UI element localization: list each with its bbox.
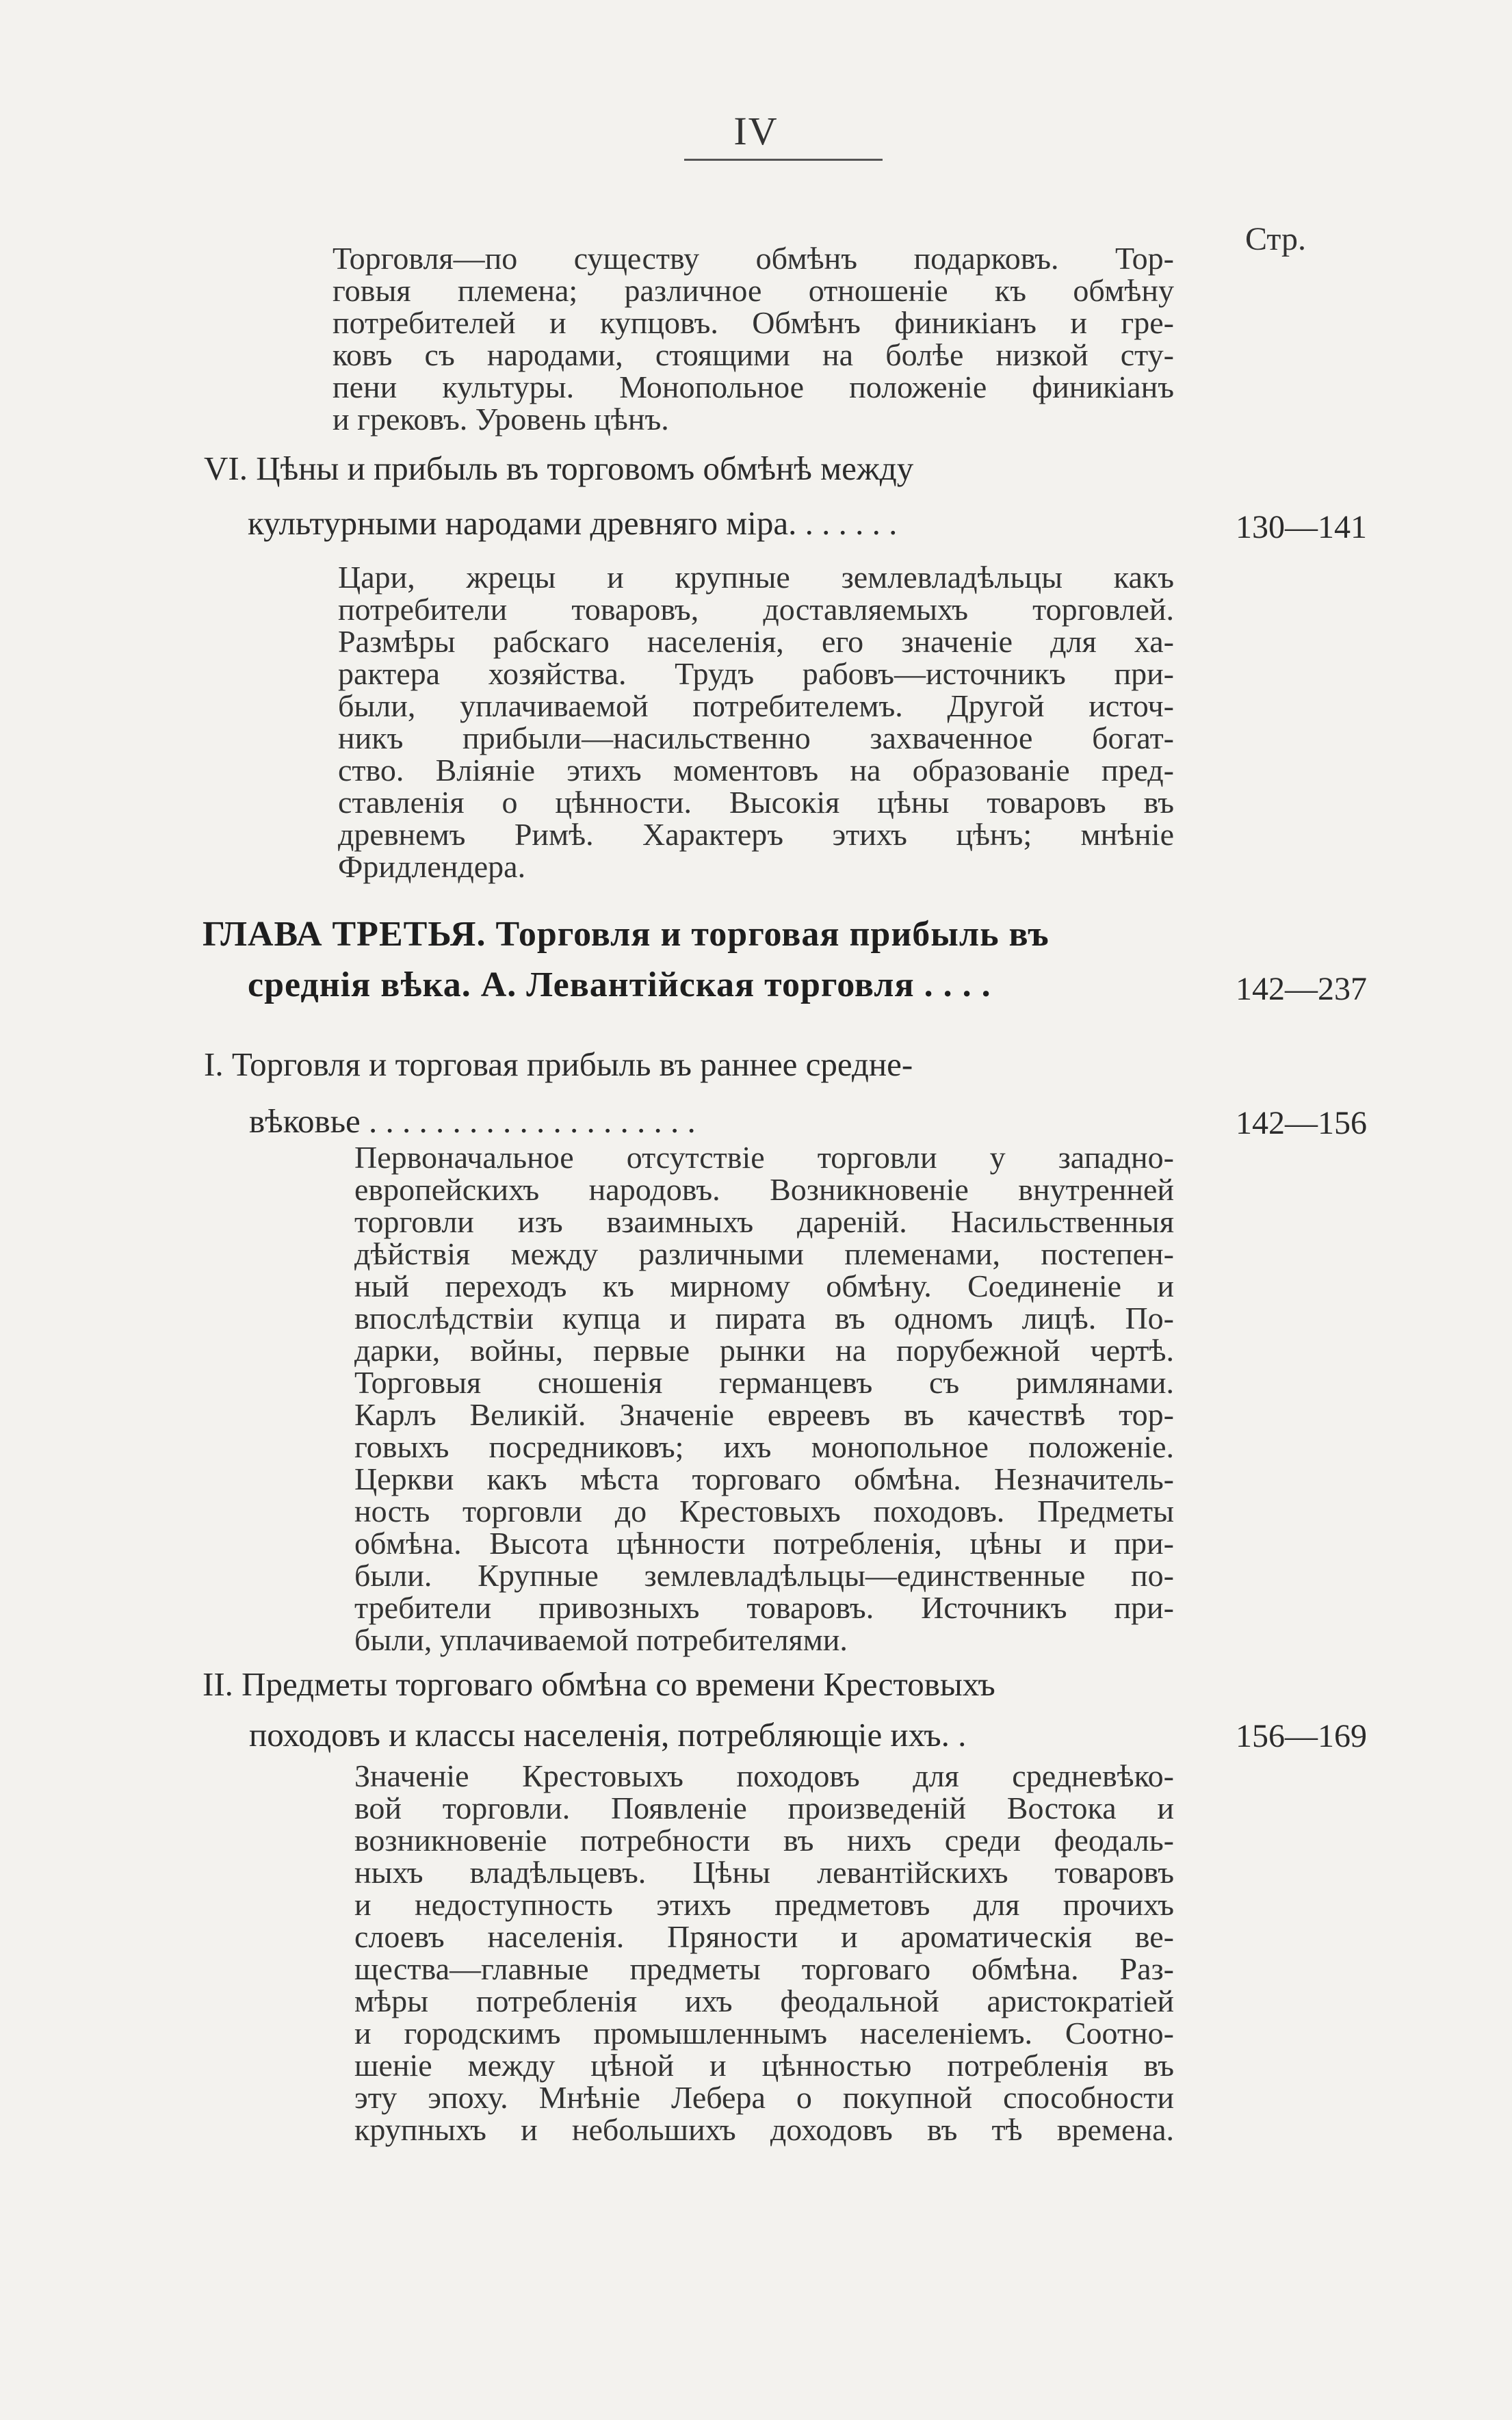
desc-line: ный переходъ къ мирному обмѣну. Соединеніе и	[354, 1268, 1174, 1303]
desc-line: говыя племена; различное отношеніе къ обмѣну	[333, 273, 1174, 308]
desc-line: были. Крупные землевладѣльцы—единственные по-	[354, 1558, 1174, 1593]
desc-line: Торговля—по существу обмѣнъ подарковъ. Тор-	[333, 241, 1174, 276]
desc-line: были, уплачиваемой потребителями.	[354, 1622, 848, 1657]
desc-line: Первоначальное отсутствіе торговли у западно-	[354, 1140, 1174, 1175]
intro-description	[333, 242, 1174, 435]
chapter-title-line1: ГЛАВА ТРЕТЬЯ. Торговля и торговая прибыль въ	[203, 915, 1050, 954]
section-i-pages: 142—156	[1236, 1105, 1367, 1141]
section-i-title-line2: вѣковье . . . . . . . . . . . . . . . . . . . .	[249, 1102, 696, 1140]
desc-line: щества—главные предметы торговаго обмѣна. Раз-	[354, 1951, 1174, 1986]
chapter-title-line2: среднія вѣка. А. Левантійская торговля . . . .	[248, 965, 991, 1004]
desc-line: Фридлендера.	[338, 849, 526, 884]
desc-line: дарки, войны, первые рынки на порубежной чертѣ.	[354, 1333, 1174, 1368]
desc-line: обмѣна. Высота цѣнности потребленія, цѣны и при-	[354, 1526, 1174, 1561]
desc-line: шеніе между цѣной и цѣнностью потребленія въ	[354, 2048, 1174, 2083]
section-i-description	[354, 1141, 1174, 1656]
desc-line: говыхъ посредниковъ; ихъ монопольное положеніе.	[354, 1429, 1174, 1464]
section-ii-title-line2: походовъ и классы населенія, потребляющіе ихъ. .	[249, 1716, 967, 1754]
desc-line: ковъ съ народами, стоящими на болѣе низкой сту-	[333, 337, 1174, 372]
desc-line: ныхъ владѣльцевъ. Цѣны левантійскихъ товаровъ	[354, 1855, 1174, 1890]
page-column-label: Стр.	[1245, 221, 1306, 257]
desc-line: мѣры потребленія ихъ феодальной аристократіей	[354, 1983, 1174, 2018]
section-vi-pages: 130—141	[1236, 509, 1367, 545]
desc-line: Цари, жрецы и крупные землевладѣльцы какъ	[338, 560, 1174, 595]
section-vi-title-line2: культурными народами древняго міра. . . . . . .	[248, 504, 898, 542]
desc-line: были, уплачиваемой потребителемъ. Другой источ-	[338, 688, 1174, 723]
desc-line: никъ прибыли—насильственно захваченное богат-	[338, 720, 1174, 755]
desc-line: и недоступность этихъ предметовъ для прочихъ	[354, 1887, 1174, 1922]
desc-line: потребителей и купцовъ. Обмѣнъ финикіанъ и гре-	[333, 305, 1174, 340]
desc-line: возникновеніе потребности въ нихъ среди феодаль-	[354, 1823, 1174, 1858]
desc-line: требители привозныхъ товаровъ. Источникъ при-	[354, 1590, 1174, 1625]
desc-line: Значеніе Крестовыхъ походовъ для средневѣко-	[354, 1758, 1174, 1793]
desc-line: Карлъ Великій. Значеніе евреевъ въ качествѣ тор-	[354, 1397, 1174, 1432]
desc-line: рактера хозяйства. Трудъ рабовъ—источникъ при-	[338, 656, 1174, 691]
section-ii-title-line1: II. Предметы торговаго обмѣна со времени Крестовыхъ	[203, 1665, 995, 1703]
desc-line: и грековъ. Уровень цѣнъ.	[333, 402, 669, 437]
desc-line: пени культуры. Монопольное положеніе финикіанъ	[333, 369, 1174, 404]
page-number: IV	[733, 109, 779, 153]
desc-line: вой торговли. Появленіе произведеній Востока и	[354, 1791, 1174, 1825]
desc-line: эту эпоху. Мнѣніе Лебера о покупной способности	[354, 2080, 1174, 2115]
desc-line: древнемъ Римѣ. Характеръ этихъ цѣнъ; мнѣніе	[338, 817, 1174, 852]
desc-line: дѣйствія между различными племенами, постепен-	[354, 1236, 1174, 1271]
chapter-pages: 142—237	[1236, 971, 1367, 1007]
desc-line: ность торговли до Крестовыхъ походовъ. Предметы	[354, 1494, 1174, 1528]
desc-line: крупныхъ и небольшихъ доходовъ въ тѣ времена.	[354, 2112, 1174, 2147]
header-rule	[684, 159, 883, 161]
desc-line: Размѣры рабскаго населенія, его значеніе для ха-	[338, 624, 1174, 659]
desc-line: Церкви какъ мѣста торговаго обмѣна. Незначитель-	[354, 1461, 1174, 1496]
desc-line: слоевъ населенія. Пряности и ароматическія ве-	[354, 1919, 1174, 1954]
desc-line: потребители товаровъ, доставляемыхъ торговлей.	[338, 592, 1174, 627]
desc-line: и городскимъ промышленнымъ населеніемъ. Соотно-	[354, 2016, 1174, 2051]
desc-line: ство. Вліяніе этихъ моментовъ на образованіе пред-	[338, 753, 1174, 788]
desc-line: европейскихъ народовъ. Возникновеніе внутренней	[354, 1172, 1174, 1207]
section-i-title-line1: I. Торговля и торговая прибыль въ раннее средне-	[204, 1045, 913, 1083]
section-ii-description	[354, 1760, 1174, 2146]
desc-line: торговли изъ взаимныхъ дареній. Насильственныя	[354, 1204, 1174, 1239]
section-vi-title-line1: VI. Цѣны и прибыль въ торговомъ обмѣнѣ между	[204, 450, 914, 487]
desc-line: впослѣдствіи купца и пирата въ одномъ лицѣ. По-	[354, 1301, 1174, 1336]
section-vi-description	[338, 561, 1174, 883]
desc-line: Торговыя сношенія германцевъ съ римлянами.	[354, 1365, 1174, 1400]
section-ii-pages: 156—169	[1236, 1718, 1367, 1754]
desc-line: ставленія о цѣнности. Высокія цѣны товаровъ въ	[338, 785, 1174, 820]
